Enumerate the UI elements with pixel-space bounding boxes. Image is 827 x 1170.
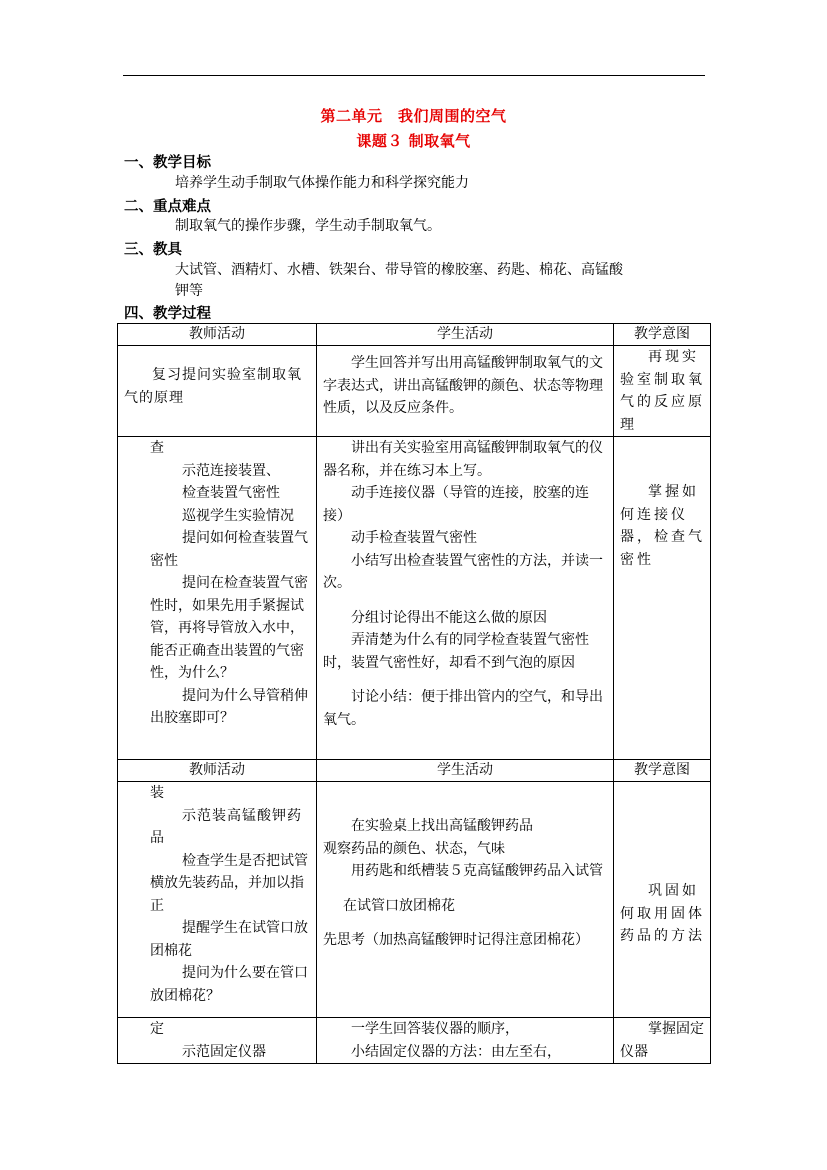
list-item: 小结写出检查装置气密性的方法，并读一次。 bbox=[323, 552, 603, 591]
key-text: 制取氧气的操作步骤，学生动手制取氧气。 bbox=[175, 218, 441, 234]
list-item: 示范连接装置、 bbox=[182, 462, 280, 479]
list-item: 示范固定仪器 bbox=[182, 1043, 266, 1060]
key-heading: 二、重点难点 bbox=[124, 199, 211, 215]
row4-teacher-text bbox=[118, 1018, 316, 1063]
row4-teacher-cell bbox=[118, 1018, 317, 1064]
list-item: 检查装置气密性 bbox=[182, 485, 280, 501]
list-item: 一学生回答装仪器的顺序， bbox=[351, 1021, 519, 1037]
table-row bbox=[118, 437, 711, 760]
row1-teacher-cell bbox=[118, 346, 317, 437]
row2-intent-cell bbox=[614, 437, 711, 760]
list-item: 示范装高锰酸钾药品 bbox=[150, 807, 302, 846]
goal-text: 培养学生动手制取气体操作能力和科学探究能力 bbox=[175, 175, 469, 191]
header-intent: 教学意图 bbox=[614, 324, 711, 346]
row3-teacher-text bbox=[118, 782, 316, 1007]
header-student: 学生活动 bbox=[317, 760, 614, 782]
list-item: 讲出有关实验室用高锰酸钾制取氧气的仪器名称，并在练习本上写。 bbox=[323, 440, 603, 479]
list-item: 动手检查装置气密性 bbox=[351, 530, 477, 546]
page-subtitle: 课题３ 制取氧气 bbox=[356, 132, 471, 150]
header-student: 学生活动 bbox=[317, 324, 614, 346]
top-rule bbox=[123, 75, 705, 76]
goal-heading: 一、教学目标 bbox=[124, 155, 211, 171]
list-item: 用药匙和纸槽装５克高锰酸钾药品入试管 bbox=[351, 863, 603, 879]
tools-text-line1: 大试管、酒精灯、水槽、铁架台、带导管的橡胶塞、药匙、棉花、高锰酸 bbox=[175, 262, 623, 278]
row3-student-cell bbox=[317, 782, 614, 1018]
tools-heading: 三、教具 bbox=[124, 242, 182, 258]
header-teacher: 教师活动 bbox=[118, 760, 317, 782]
row3-intent-text: 巩固如何取用固体药品的方法 bbox=[620, 883, 705, 944]
list-item: 讨论小结：便于排出管内的空气，和导出氧气。 bbox=[323, 689, 603, 728]
row4-intent-cell bbox=[614, 1018, 711, 1064]
list-item: 提问为什么导管稍伸出胶塞即可？ bbox=[150, 687, 308, 726]
table-row bbox=[118, 1018, 711, 1064]
list-item: 动手连接仪器（导管的连接，胶塞的连接） bbox=[323, 485, 589, 524]
table-row bbox=[118, 346, 711, 437]
row4-student-text bbox=[317, 1018, 613, 1063]
list-item: 分组讨论得出不能这么做的原因 bbox=[351, 609, 547, 626]
row3-student-text bbox=[317, 782, 613, 952]
row1-intent-text: 再现实验室制取氧气的反应原理 bbox=[620, 349, 705, 433]
row2-intent-text: 掌握如何连接仪器，检查气密性 bbox=[620, 484, 705, 568]
row1-intent-cell bbox=[614, 346, 711, 437]
list-item: 提问如何检查装置气密性 bbox=[150, 530, 308, 569]
list-item: 提醒学生在试管口放团棉花 bbox=[150, 920, 308, 959]
list-item: 提问为什么要在管口放团棉花？ bbox=[150, 965, 308, 1004]
list-item: 观察药品的颜色、状态，气味 bbox=[323, 840, 505, 857]
row1-student-cell bbox=[317, 346, 614, 437]
row1-student-text: 学生回答并写出用高锰酸钾制取氧气的文字表达式，讲出高锰酸钾的颜色、状态等物理性质，以及反应条件。 bbox=[323, 355, 603, 416]
header-teacher: 教师活动 bbox=[118, 324, 317, 346]
process-heading: 四、教学过程 bbox=[124, 306, 211, 322]
list-item: 检查学生是否把试管横放先装药品，并加以指正 bbox=[150, 852, 308, 914]
list-item: 装 bbox=[150, 785, 164, 801]
list-item: 在试管口放团棉花 bbox=[343, 897, 455, 914]
list-item: 提问在检查装置气密性时，如果先用手紧握试管，再将导管放入水中，能否正确查出装置的气密性，为什么？ bbox=[150, 575, 308, 681]
row2-student-cell bbox=[317, 437, 614, 760]
row3-intent-cell bbox=[614, 782, 711, 1018]
row2-teacher-cell bbox=[118, 437, 317, 760]
row4-student-cell bbox=[317, 1018, 614, 1064]
row3-teacher-cell bbox=[118, 782, 317, 1018]
row2-teacher-text bbox=[118, 437, 316, 730]
row4-intent-text: 掌握固定仪器 bbox=[620, 1021, 704, 1060]
tools-text-line2: 钾等 bbox=[175, 283, 203, 299]
page-title: 第二单元 我们周围的空气 bbox=[320, 107, 507, 125]
table-header-row bbox=[118, 760, 711, 782]
row2-student-text bbox=[317, 437, 613, 731]
list-item: 巡视学生实验情况 bbox=[182, 507, 294, 524]
row1-teacher-text: 复习提问实验室制取氧气的原理 bbox=[124, 367, 302, 406]
table-row bbox=[118, 782, 711, 1018]
lesson-table bbox=[117, 323, 711, 1064]
list-item: 弄清楚为什么有的同学检查装置气密性时，装置气密性好，却看不到气泡的原因 bbox=[323, 632, 589, 671]
table-header-row bbox=[118, 324, 711, 346]
list-item: 先思考（加热高锰酸钾时记得注意团棉花） bbox=[323, 932, 589, 948]
header-intent: 教学意图 bbox=[614, 760, 711, 782]
list-item: 定 bbox=[150, 1021, 164, 1037]
list-item: 在实验桌上找出高锰酸钾药品 bbox=[351, 818, 533, 834]
list-item: 查 bbox=[150, 440, 164, 456]
list-item: 小结固定仪器的方法：由左至右， bbox=[351, 1043, 561, 1060]
